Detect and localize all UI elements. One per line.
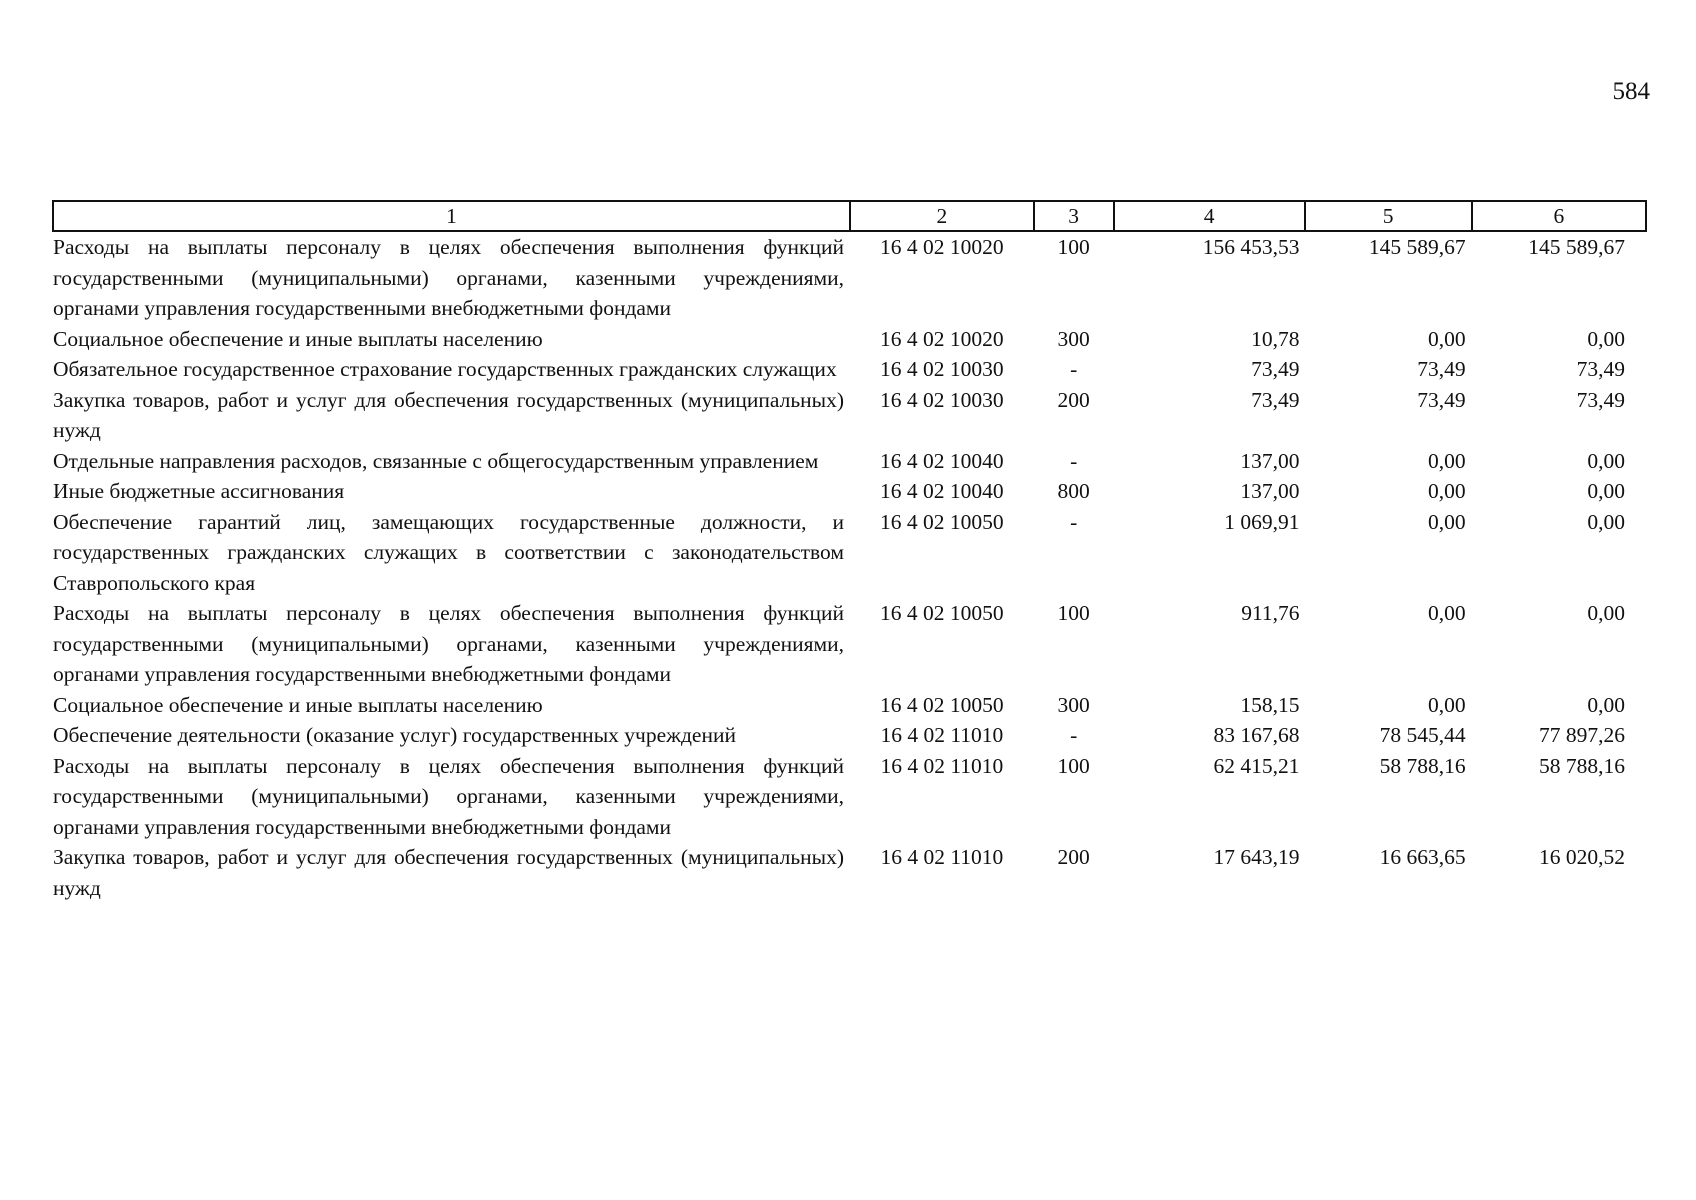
amount-col5-cell: 0,00	[1428, 326, 1466, 351]
amount-col5-cell: 0,00	[1428, 479, 1466, 503]
amount-col5-cell: 58 788,16	[1379, 753, 1466, 778]
amount-col4-cell: 1 069,91	[1224, 509, 1300, 534]
column-header-1: 1	[53, 201, 850, 231]
expense-type-cell: -	[1070, 509, 1078, 534]
target-code-cell: 16 4 02 10040	[880, 479, 1004, 503]
amount-col4-cell: 73,49	[1251, 387, 1300, 412]
amount-col6-cell: 73,49	[1576, 387, 1625, 412]
amount-col4-cell: 83 167,68	[1213, 723, 1300, 747]
expense-type-cell: 200	[1057, 845, 1090, 869]
budget-table	[52, 200, 1647, 903]
column-header-6: 6	[1472, 201, 1646, 231]
target-code-cell: 16 4 02 10040	[880, 448, 1004, 473]
table-row	[53, 324, 1646, 355]
amount-col5-cell: 0,00	[1428, 448, 1466, 473]
target-code-cell: 16 4 02 11010	[880, 845, 1004, 869]
amount-col4-cell: 10,78	[1251, 326, 1300, 351]
expense-name-cell: Обеспечение деятельности (оказание услуг) государственных учреждений	[53, 723, 736, 747]
amount-col6-cell: 0,00	[1587, 326, 1625, 351]
expense-type-cell: -	[1070, 357, 1078, 381]
amount-col5-cell: 145 589,67	[1368, 235, 1466, 259]
amount-col4-cell: 156 453,53	[1202, 235, 1300, 259]
table-row	[53, 231, 1646, 324]
expense-name-cell: Расходы на выплаты персоналу в целях обеспечения выполнения функций государственными (муниципальными) органами, казенными учреждениями, органами управления государственными внебюджетными фондами	[53, 235, 845, 320]
expense-type-cell: 800	[1057, 479, 1090, 503]
expense-name-cell: Расходы на выплаты персоналу в целях обеспечения выполнения функций государственными (муниципальными) органами, казенными учреждениями, органами управления государственными внебюджетными фондами	[53, 601, 845, 686]
amount-col6-cell: 145 589,67	[1528, 235, 1625, 259]
table-row	[53, 842, 1646, 903]
table-row	[53, 598, 1646, 690]
amount-col4-cell: 158,15	[1240, 692, 1300, 717]
table-body	[53, 231, 1646, 903]
expense-type-cell: -	[1070, 448, 1078, 473]
target-code-cell: 16 4 02 10030	[880, 357, 1004, 381]
amount-col6-cell: 0,00	[1587, 601, 1625, 625]
expense-name-cell: Отдельные направления расходов, связанные с общегосударственным управлением	[53, 448, 819, 473]
amount-col5-cell: 78 545,44	[1379, 723, 1466, 747]
table-row	[53, 354, 1646, 385]
amount-col6-cell: 16 020,52	[1539, 845, 1625, 869]
header-row	[53, 201, 1646, 231]
table-row	[53, 690, 1646, 721]
target-code-cell: 16 4 02 10050	[880, 601, 1004, 625]
target-code-cell: 16 4 02 10050	[880, 509, 1004, 534]
amount-col4-cell: 137,00	[1240, 479, 1300, 503]
amount-col6-cell: 0,00	[1587, 509, 1625, 534]
amount-col6-cell: 77 897,26	[1539, 723, 1625, 747]
expense-name-cell: Закупка товаров, работ и услуг для обеспечения государственных (муниципальных) нужд	[53, 387, 845, 442]
expense-name-cell: Социальное обеспечение и иные выплаты населению	[53, 326, 543, 351]
amount-col5-cell: 0,00	[1428, 601, 1466, 625]
column-header-2: 2	[850, 201, 1034, 231]
target-code-cell: 16 4 02 11010	[880, 753, 1004, 778]
expense-type-cell: 100	[1057, 753, 1090, 778]
target-code-cell: 16 4 02 10050	[880, 692, 1004, 717]
expense-name-cell: Закупка товаров, работ и услуг для обеспечения государственных (муниципальных) нужд	[53, 845, 845, 900]
expense-type-cell: 100	[1057, 235, 1090, 259]
expense-type-cell: 300	[1057, 692, 1090, 717]
amount-col5-cell: 73,49	[1417, 387, 1466, 412]
amount-col5-cell: 0,00	[1428, 692, 1466, 717]
amount-col6-cell: 0,00	[1587, 479, 1625, 503]
amount-col4-cell: 137,00	[1240, 448, 1300, 473]
expense-name-cell: Социальное обеспечение и иные выплаты населению	[53, 692, 543, 717]
target-code-cell: 16 4 02 11010	[880, 723, 1004, 747]
expense-name-cell: Иные бюджетные ассигнования	[53, 479, 345, 503]
table-header	[53, 201, 1646, 231]
amount-col5-cell: 16 663,65	[1379, 845, 1466, 869]
table-row	[53, 720, 1646, 751]
amount-col6-cell: 0,00	[1587, 692, 1625, 717]
column-header-5: 5	[1305, 201, 1472, 231]
expense-name-cell: Обеспечение гарантий лиц, замещающих государственные должности, и государственных гражданских служащих в соответствии с законодательством Ставропольского края	[53, 509, 845, 595]
table-row	[53, 476, 1646, 507]
amount-col4-cell: 17 643,19	[1213, 845, 1300, 869]
target-code-cell: 16 4 02 10020	[880, 235, 1004, 259]
expense-type-cell: 100	[1057, 601, 1090, 625]
expense-type-cell: 300	[1057, 326, 1090, 351]
table-row	[53, 385, 1646, 446]
amount-col6-cell: 0,00	[1587, 448, 1625, 473]
table-row	[53, 507, 1646, 599]
expense-name-cell: Обязательное государственное страхование государственных гражданских служащих	[53, 357, 837, 381]
amount-col5-cell: 0,00	[1428, 509, 1466, 534]
expense-type-cell: 200	[1057, 387, 1090, 412]
page-number: 584	[1612, 78, 1650, 105]
column-header-4: 4	[1114, 201, 1305, 231]
table-row	[53, 751, 1646, 843]
amount-col6-cell: 73,49	[1576, 357, 1625, 381]
target-code-cell: 16 4 02 10020	[880, 326, 1004, 351]
amount-col4-cell: 73,49	[1251, 357, 1300, 381]
amount-col5-cell: 73,49	[1417, 357, 1466, 381]
amount-col4-cell: 62 415,21	[1213, 753, 1300, 778]
table-row	[53, 446, 1646, 477]
target-code-cell: 16 4 02 10030	[880, 387, 1004, 412]
expense-type-cell: -	[1070, 723, 1078, 747]
column-header-3: 3	[1034, 201, 1114, 231]
expense-name-cell: Расходы на выплаты персоналу в целях обеспечения выполнения функций государственными (муниципальными) органами, казенными учреждениями, органами управления государственными внебюджетными фондами	[53, 753, 845, 839]
amount-col6-cell: 58 788,16	[1539, 753, 1625, 778]
amount-col4-cell: 911,76	[1241, 601, 1300, 625]
